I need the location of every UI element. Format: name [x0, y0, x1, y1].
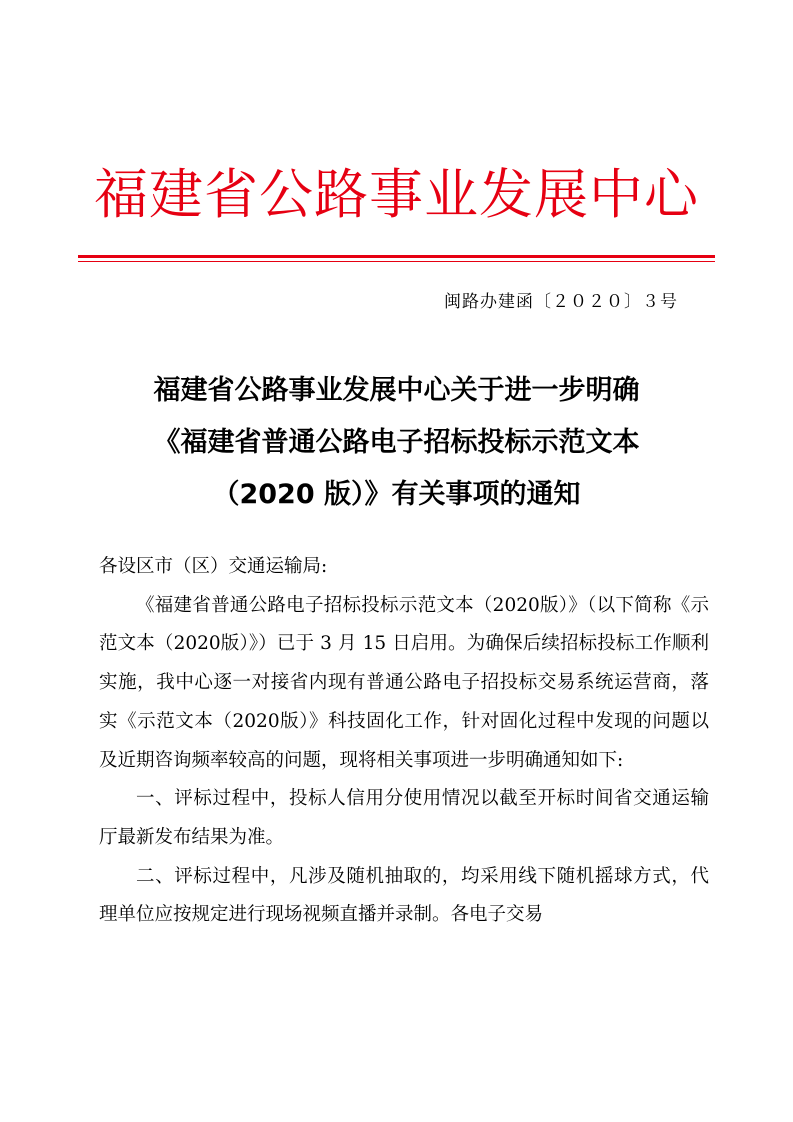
body-paragraph: 《福建省普通公路电子招标投标示范文本（2020版）》（以下简称《示范文本（2020版）》）已于 3 月 15 日启用。为确保后续招标投标工作顺利实施，我中心逐一对接省内现有普通公路电子招投标交易系统运营商，落实《示范文本（2020版）》科技固化工作，针对固化过程中发现的问题以及近期咨询频率较高的问题，现将相关事项进一步明确通知如下: [99, 594, 709, 771]
header-divider-thin [78, 261, 715, 262]
document-title [60, 365, 733, 521]
title-line: 福建省公路事业发展中心关于进一步明确 [153, 375, 640, 406]
header-divider-thick [78, 255, 715, 258]
body-paragraph: 二、评标过程中，凡涉及随机抽取的，均采用线下随机摇球方式，代理单位应按规定进行现场视频直播并录制。各电子交易 [99, 865, 709, 926]
title-line: （2020 版）》有关事项的通知 [212, 479, 581, 510]
title-line: 《福建省普通公路电子招标投标示范文本 [153, 427, 640, 458]
salutation: 各设区市（区）交通运输局: [99, 556, 328, 577]
document-number: 闽路办建函〔２０２０〕３号 [444, 292, 678, 312]
organization-header: 福建省公路事业发展中心 [94, 163, 699, 226]
body-paragraph: 一、评标过程中，投标人信用分使用情况以截至开标时间省交通运输厅最新发布结果为准。 [99, 788, 709, 848]
document-body [99, 548, 709, 935]
